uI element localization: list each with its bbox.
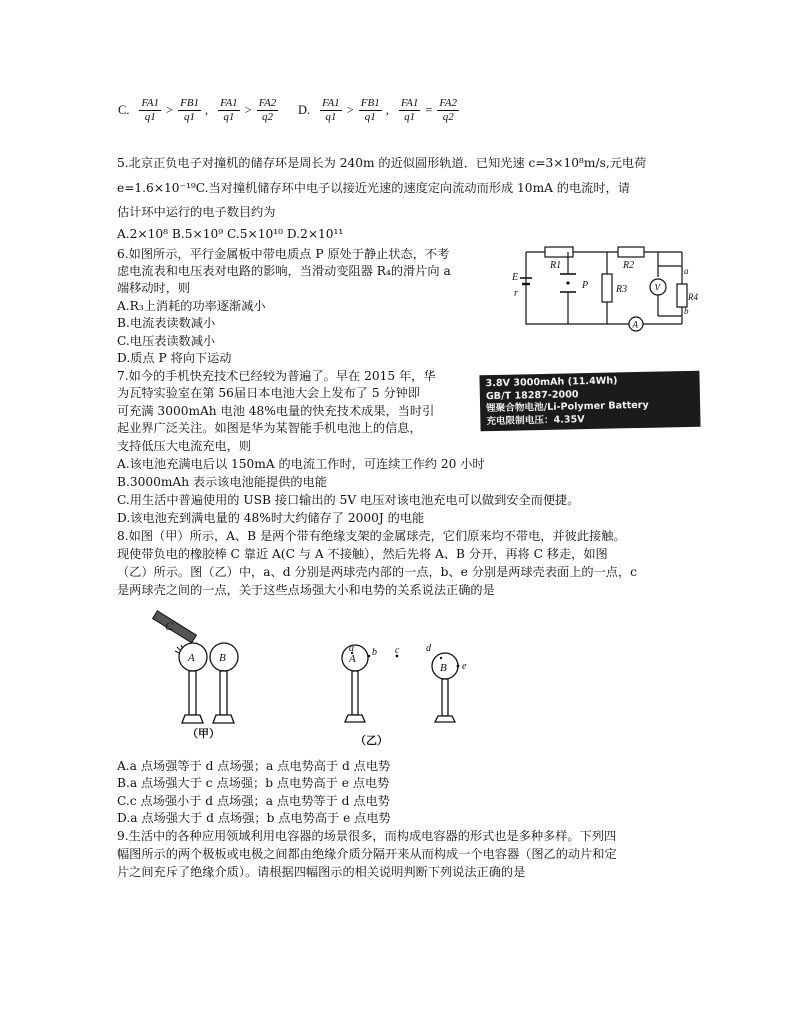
q8-option-a: A.a 点场强等于 d 点场强；a 点电势高于 d 点电势 xyxy=(117,759,391,773)
option-d xyxy=(298,97,461,124)
q6-line-3: 端移动时，则 xyxy=(117,281,191,295)
label-yi-B: B xyxy=(440,662,447,674)
label-sphere-A: A xyxy=(188,652,195,664)
q8-option-b: B.a 点场强大于 c 点场强；b 点电势高于 e 点电势 xyxy=(117,776,390,790)
q7-line-4: 起业界广泛关注。如图是华为某智能手机电池上的信息， xyxy=(117,421,422,435)
point-d: d xyxy=(426,643,431,654)
q6-line-1: 6.如图所示，平行金属板中带电质点 P 原处于静止状态，不考 xyxy=(117,247,450,261)
fraction: $\frac{FB1}{q1}$ xyxy=(180,97,200,123)
q6-line-2: 虑电流表和电压表对电路的影响，当滑动变阻器 R₄的滑片向 a xyxy=(117,264,451,278)
fraction: $\frac{FA2}{q2}$ xyxy=(258,97,277,123)
label-P: P xyxy=(582,280,589,291)
q7-option-a: A.该电池充满电后以 150mA 的电流工作时，可连续工作约 20 小时 xyxy=(117,457,485,471)
label-b: b xyxy=(684,306,689,316)
point-c: c xyxy=(395,645,400,656)
label-V: V xyxy=(654,282,660,293)
q8-option-d: D.a 点场强大于 d 点场强；b 点电势高于 e 点电势 xyxy=(117,811,391,825)
fraction: $\frac{FA2}{q2}$ xyxy=(439,97,457,123)
q5-line-1: 5.北京正负电子对撞机的储存环是周长为 240m 的近似圆形轨道．已知光速 c=3×10⁸m/s,元电荷 xyxy=(117,156,647,170)
q7-line-1: 7.如今的手机快充技术已经较为普遍了。早在 2015 年，华 xyxy=(117,369,436,383)
label-E: E xyxy=(512,272,519,283)
q7-option-d: D.该电池充到满电量的 48%时大约储存了 2000J 的电能 xyxy=(117,511,425,525)
label-yi-A: A xyxy=(349,653,356,665)
option-label: C. xyxy=(118,103,130,117)
label-C: C xyxy=(165,619,174,633)
q8-option-c: C.c 点场强小于 d 点场强；a 点电势等于 d 点电势 xyxy=(117,794,390,808)
point-b: b xyxy=(372,647,377,658)
q8-line-4: 是两球壳之间的一点，关于这些点场强大小和电势的关系说法正确的是 xyxy=(117,583,495,597)
figure-jia xyxy=(145,605,275,745)
label-a: a xyxy=(684,266,689,276)
q6-option-d: D.质点 P 将向下运动 xyxy=(117,351,232,365)
q6-option-b: B.电流表读数减小 xyxy=(117,316,216,330)
label-r: r xyxy=(514,288,518,299)
q8-line-3: （乙）所示。图（乙）中，a、d 分别是两球壳内部的一点，b、e 分别是两球壳表面上的一点，c xyxy=(117,565,637,579)
q7-line-5: 支持低压大电流充电，则 xyxy=(117,439,252,453)
label-sphere-B: B xyxy=(219,652,226,664)
q7-option-b: B.3000mAh 表示该电池能提供的电能 xyxy=(117,475,327,489)
battery-label: 3.8V 3000mAh (11.4Wh) GB/T 18287-2000 锂聚合物电池/Li-Polymer Battery 充电限制电压：4.35V xyxy=(479,371,700,432)
q7-line-3: 可充满 3000mAh 电池 48%电量的快充技术成果，当时引 xyxy=(117,404,435,418)
fraction: $\frac{FA1}{q1}$ xyxy=(141,97,159,123)
label-R1: R1 xyxy=(550,260,562,271)
caption-jia: （甲） xyxy=(187,727,220,740)
q9-line-2: 幅图所示的两个极板或电极之间都由绝缘介质分隔开来从而构成一个电容器（图乙的动片和定 xyxy=(117,847,617,861)
point-e: e xyxy=(462,661,467,672)
q5-line-3: 估计环中运行的电子数目约为 xyxy=(117,205,276,219)
label-R3: R3 xyxy=(616,284,628,295)
separator: , xyxy=(385,103,389,117)
q5-line-2: e=1.6×10⁻¹⁹C.当对撞机储存环中电子以接近光速的速度定向流动而形成 10mA 的电流时，请 xyxy=(117,181,630,195)
operator: = xyxy=(425,103,433,117)
option-label: D. xyxy=(298,103,311,117)
label-A: A xyxy=(632,319,638,330)
fraction: $\frac{FA1}{q1}$ xyxy=(220,97,238,123)
operator: > xyxy=(166,103,174,117)
label-R4: R4 xyxy=(688,292,698,302)
q8-line-2: 现使带负电的橡胶棒 C 靠近 A(C 与 A 不接触），然后先将 A、B 分开，再将 C 移走，如图 xyxy=(117,547,608,561)
operator: > xyxy=(244,103,252,117)
q9-line-1: 9.生活中的各种应用领域利用电容器的场景很多，而构成电容器的形式也是多种多样。下列四 xyxy=(117,829,617,843)
option-c xyxy=(118,97,280,124)
q7-option-c: C.用生活中普遍使用的 USB 接口输出的 5V 电压对该电池充电可以做到安全而便捷。 xyxy=(117,493,580,507)
q9-line-3: 片之间充斥了绝缘介质）。请根据四幅图示的相关说明判断下列说法正确的是 xyxy=(117,865,526,879)
fraction: $\frac{FB1}{q1}$ xyxy=(360,97,380,123)
q6-option-c: C.电压表读数减小 xyxy=(117,334,216,348)
q6-option-a: A.R₃上消耗的功率逐渐减小 xyxy=(117,299,266,313)
label-R2: R2 xyxy=(623,260,635,271)
separator: , xyxy=(205,103,209,117)
figure-yi xyxy=(335,630,485,750)
fraction: $\frac{FA1}{q1}$ xyxy=(400,97,419,123)
q7-line-2: 为瓦特实验室在第 56届日本电池大会上发布了 5 分钟即 xyxy=(117,386,421,400)
fraction: $\frac{FA1}{q1}$ xyxy=(322,97,340,123)
point-a: a xyxy=(349,643,354,654)
circuit-diagram xyxy=(510,244,698,339)
operator: > xyxy=(346,103,354,117)
q8-line-1: 8.如图（甲）所示，A、B 是两个带有绝缘支架的金属球壳，它们原来均不带电，并彼此接触。 xyxy=(117,529,626,543)
caption-yi: （乙） xyxy=(355,734,388,747)
q5-options: A.2×10⁸ B.5×10⁹ C.5×10¹⁰ D.2×10¹¹ xyxy=(117,227,344,241)
